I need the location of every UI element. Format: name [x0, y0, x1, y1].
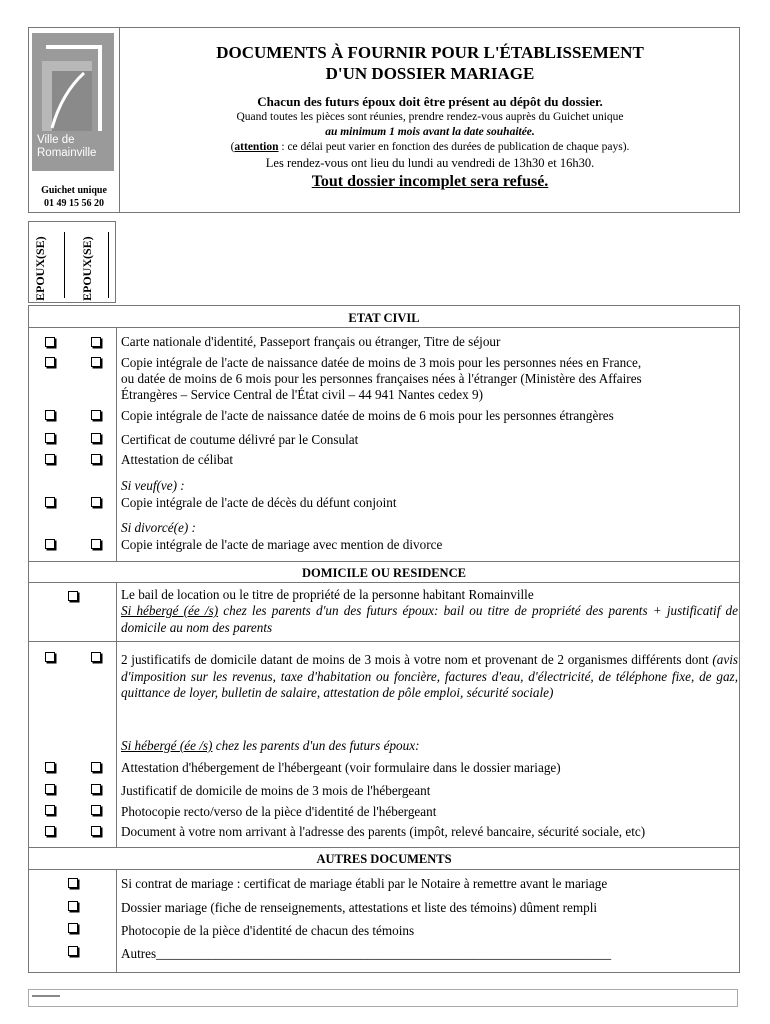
logo-text-2: Romainville	[37, 147, 97, 159]
dom-justif-block	[121, 652, 738, 702]
dom-item-photocopie: Photocopie recto/verso de la pièce d'identité de l'hébergeant	[121, 804, 437, 819]
checkbox-ec2-epoux2[interactable]	[91, 357, 101, 367]
checkbox-ec1-epoux1[interactable]	[45, 337, 55, 347]
autres-item-dossier: Dossier mariage (fiche de renseignements, attestations et liste des témoins) dûment rempli	[121, 900, 598, 915]
checkbox-ec1-epoux2[interactable]	[91, 337, 101, 347]
presence-note: Chacun des futurs époux doit être présent au dépôt du dossier.	[257, 94, 603, 109]
checkbox-ec5-epoux2[interactable]	[91, 454, 101, 464]
romainville-logo	[32, 33, 114, 171]
ec-item-divorce: Copie intégrale de l'acte de mariage avec mention de divorce	[121, 537, 443, 552]
domicile-divider-top	[28, 561, 740, 562]
ec-item-deces: Copie intégrale de l'acte de décès du défunt conjoint	[121, 495, 397, 510]
rdv-line2: au minimum 1 mois avant la date souhaitée.	[325, 126, 535, 138]
checkbox-dom-c-epoux2[interactable]	[91, 805, 101, 815]
dom-heberge2-rest: chez les parents d'un des futurs époux:	[212, 738, 420, 753]
ec-divorce-label: Si divorcé(e) :	[121, 520, 196, 535]
dom-item-attestation: Attestation d'hébergement de l'hébergeant (voir formulaire dans le dossier mariage)	[121, 760, 561, 775]
ec-veuf-label: Si veuf(ve) :	[121, 478, 185, 493]
ec-item-birth-fr-l1: Copie intégrale de l'acte de naissance datée de moins de 3 mois pour les personnes nées en France,	[121, 355, 642, 370]
checkbox-ec2-epoux1[interactable]	[45, 357, 55, 367]
etat-civil-title: ETAT CIVIL	[348, 311, 420, 325]
dom-heberge2-label: Si hébergé (ée /s)	[121, 738, 213, 753]
checkbox-dom-c-epoux1[interactable]	[45, 805, 55, 815]
autres-divider-top	[28, 847, 740, 848]
dom-heberge2-block	[121, 738, 420, 754]
domicile-title: DOMICILE OU RESIDENCE	[302, 566, 466, 580]
epoux-sign-line-2	[108, 232, 109, 298]
checkbox-dom-a-epoux2[interactable]	[91, 762, 101, 772]
checkbox-ec4-epoux2[interactable]	[91, 433, 101, 443]
attention-open: (	[230, 141, 235, 153]
ec-item-id-card: Carte nationale d'identité, Passeport français ou étranger, Titre de séjour	[121, 334, 501, 349]
ec-item-birth-foreign: Copie intégrale de l'acte de naissance datée de moins de 6 mois pour les personnes étrangères	[121, 408, 614, 423]
autres-item-contrat: Si contrat de mariage : certificat de mariage établi par le Notaire à remettre avant le mariage	[121, 876, 608, 891]
checkbox-ec3-epoux1[interactable]	[45, 410, 55, 420]
footer-box	[28, 989, 738, 1007]
guichet-phone: 01 49 15 56 20	[44, 198, 104, 209]
footer-mark	[32, 995, 60, 997]
ec-item-birth-fr-l3: Étrangères – Service Central de l'État civil – 44 941 Nantes cedex 9)	[121, 387, 483, 402]
domicile-divider-bottom	[28, 582, 740, 583]
checkbox-dom-justif-epoux1[interactable]	[45, 652, 55, 662]
dom-heberge-block	[121, 603, 738, 636]
checkbox-dom-b-epoux1[interactable]	[45, 784, 55, 794]
guichet-label: Guichet unique	[41, 185, 107, 196]
attention-rest: : ce délai peut varier en fonction des durées de publication de chaque pays).	[278, 141, 630, 153]
main-table	[28, 305, 740, 973]
dom-item-justif-hebergeant: Justificatif de domicile de moins de 3 mois de l'hébergeant	[121, 783, 431, 798]
checkbox-dom-justif-epoux2[interactable]	[91, 652, 101, 662]
dom-item-document: Document à votre nom arrivant à l'adresse des parents (impôt, relevé bancaire, sécurité sociale, etc)	[121, 824, 646, 839]
checkbox-ec7-epoux2[interactable]	[91, 539, 101, 549]
checkbox-autres-3[interactable]	[68, 923, 78, 933]
checkbox-dom-d-epoux2[interactable]	[91, 826, 101, 836]
column-divider-3	[116, 869, 117, 973]
attention-note	[120, 141, 740, 153]
checkbox-ec5-epoux1[interactable]	[45, 454, 55, 464]
ec-item-birth-fr-l2: ou datée de moins de 6 mois pour les personnes françaises nées à l'étranger (Ministère des Affaires	[121, 371, 642, 386]
logo-text-1: Ville de	[37, 134, 75, 146]
epoux-sign-line-1	[64, 232, 65, 298]
checkbox-dom-a-epoux1[interactable]	[45, 762, 55, 772]
page-title-line2: D'UN DOSSIER MARIAGE	[325, 64, 535, 83]
checkbox-ec3-epoux2[interactable]	[91, 410, 101, 420]
dom-bail: Le bail de location ou le titre de propriété de la personne habitant Romainville	[121, 587, 534, 602]
checkbox-autres-1[interactable]	[68, 878, 78, 888]
epoux-column-1: EPOUX(SE)	[33, 236, 47, 301]
checkbox-dom-bail[interactable]	[68, 591, 78, 601]
dom-heberge-label: Si hébergé (ée /s)	[121, 603, 219, 618]
ec-item-coutume: Certificat de coutume délivré par le Consulat	[121, 432, 359, 447]
column-divider-2	[116, 582, 117, 847]
autres-title: AUTRES DOCUMENTS	[316, 852, 452, 866]
checkbox-ec7-epoux1[interactable]	[45, 539, 55, 549]
incomplete-warning: Tout dossier incomplet sera refusé.	[311, 173, 549, 190]
autres-item-autres: Autres_____________________________________________________________________	[121, 946, 612, 961]
rdv-line1: Quand toutes les pièces sont réunies, prendre rendez-vous auprès du Guichet unique	[236, 111, 624, 123]
checkbox-dom-d-epoux1[interactable]	[45, 826, 55, 836]
dom-heberge-rest: chez les parents d'un des futurs époux: bail ou titre de propriété des parents + justificatif de domicile au nom des parents	[121, 603, 738, 635]
checkbox-ec4-epoux1[interactable]	[45, 433, 55, 443]
ec-item-celibat: Attestation de célibat	[121, 452, 234, 467]
autres-item-temoins: Photocopie de la pièce d'identité de chacun des témoins	[121, 923, 415, 938]
column-divider-1	[116, 327, 117, 561]
domicile-sub-divider	[28, 641, 740, 642]
checkbox-ec6-epoux1[interactable]	[45, 497, 55, 507]
dom-justif-italic: (avis d'imposition sur les revenus, taxe d'habitation ou foncière, factures d'eau, d'électricité, de téléphone fixe, de gaz, quittance de loyer, bulletin de salaire, attestation de pôle emploi, sécurité sociale)	[121, 652, 738, 700]
epoux-column-2: EPOUX(SE)	[80, 236, 94, 301]
checkbox-autres-2[interactable]	[68, 901, 78, 911]
checkbox-autres-4[interactable]	[68, 946, 78, 956]
attention-word: attention	[234, 141, 279, 153]
hours-note: Les rendez-vous ont lieu du lundi au vendredi de 13h30 et 16h30.	[265, 156, 595, 170]
etat-civil-divider	[28, 327, 740, 328]
autres-divider-bottom	[28, 869, 740, 870]
page-title-line1: DOCUMENTS À FOURNIR POUR L'ÉTABLISSEMENT	[216, 43, 644, 62]
dom-justif-text: 2 justificatifs de domicile datant de moins de 3 mois à votre nom et provenant de 2 organismes différents dont	[121, 652, 713, 667]
checkbox-ec6-epoux2[interactable]	[91, 497, 101, 507]
checkbox-dom-b-epoux2[interactable]	[91, 784, 101, 794]
